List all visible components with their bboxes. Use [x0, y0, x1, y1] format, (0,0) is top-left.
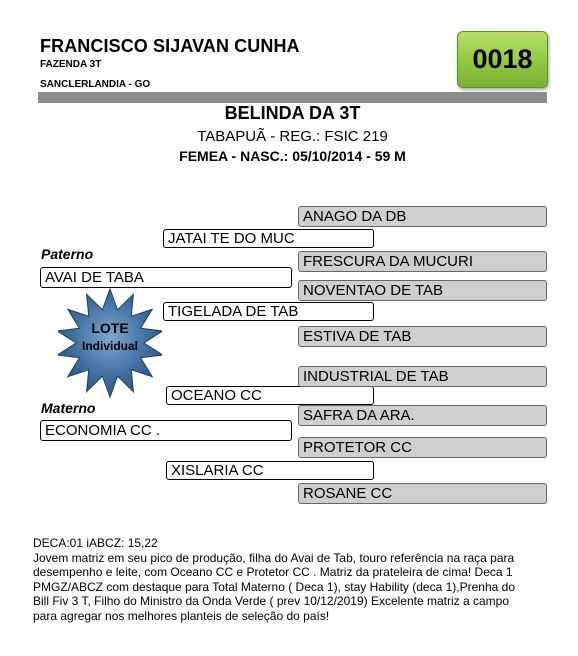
animal-sex-birth: FEMEA - NASC.: 05/10/2014 - 59 M [179, 148, 406, 164]
maternal-grandsire-box: OCEANO CC [166, 386, 374, 405]
badge-line-1: LOTE [91, 320, 129, 336]
lot-number-badge: 0018 [457, 31, 548, 88]
great-grandparent-box-5: INDUSTRIAL DE TAB [298, 366, 547, 387]
great-grandparent-box-8: ROSANE CC [298, 483, 547, 504]
dam-box: ECONOMIA CC . [40, 420, 292, 441]
lote-individual-badge [58, 320, 162, 353]
materno-label: Materno [41, 400, 96, 416]
farm-name: FAZENDA 3T [40, 59, 102, 70]
great-grandparent-box-1: ANAGO DA DB [298, 206, 547, 227]
paterno-label: Paterno [41, 246, 94, 262]
paternal-grandsire-box: JATAI TE DO MUC [163, 229, 374, 248]
great-grandparent-box-7: PROTETOR CC [298, 437, 547, 458]
description-text: Jovem matriz em seu pico de produção, filha do Avai de Tab, touro referência na raça para desempenho e leite, com Oceano CC e Protetor CC . Matriz da prateleira de cima! Deca 1 PMGZ/ABCZ com destaque para Total Materno ( Deca 1), stay Hability (deca 1),Prenha do Bill Fiv 3 T, Filho do Ministro da Onda Verde ( prev 10/12/2019) Excelente matriz a campo para agregar nos melhores planteis de seleção do país! [33, 550, 515, 623]
great-grandparent-box-4: ESTIVA DE TAB [298, 326, 547, 347]
paternal-granddam-box: TIGELADA DE TAB [163, 302, 374, 321]
owner-name: FRANCISCO SIJAVAN CUNHA [40, 36, 300, 56]
animal-breed-registration: TABAPUÃ - REG.: FSIC 219 [197, 128, 388, 145]
badge-line-2: Individual [81, 339, 138, 353]
great-grandparent-box-3: NOVENTAO DE TAB [298, 280, 547, 301]
header-divider-bar [38, 92, 547, 103]
sire-box: AVAI DE TABA [40, 267, 292, 288]
indices-text: DECA:01 iABCZ: 15,22 [33, 536, 158, 550]
animal-name: BELINDA DA 3T [224, 103, 361, 123]
great-grandparent-box-2: FRESCURA DA MUCURI [298, 251, 547, 272]
notes-section [33, 536, 533, 624]
great-grandparent-box-6: SAFRA DA ARA. [298, 405, 547, 426]
maternal-granddam-box: XISLARIA CC [166, 461, 374, 480]
city-name: SANCLERLANDIA - GO [40, 79, 151, 90]
